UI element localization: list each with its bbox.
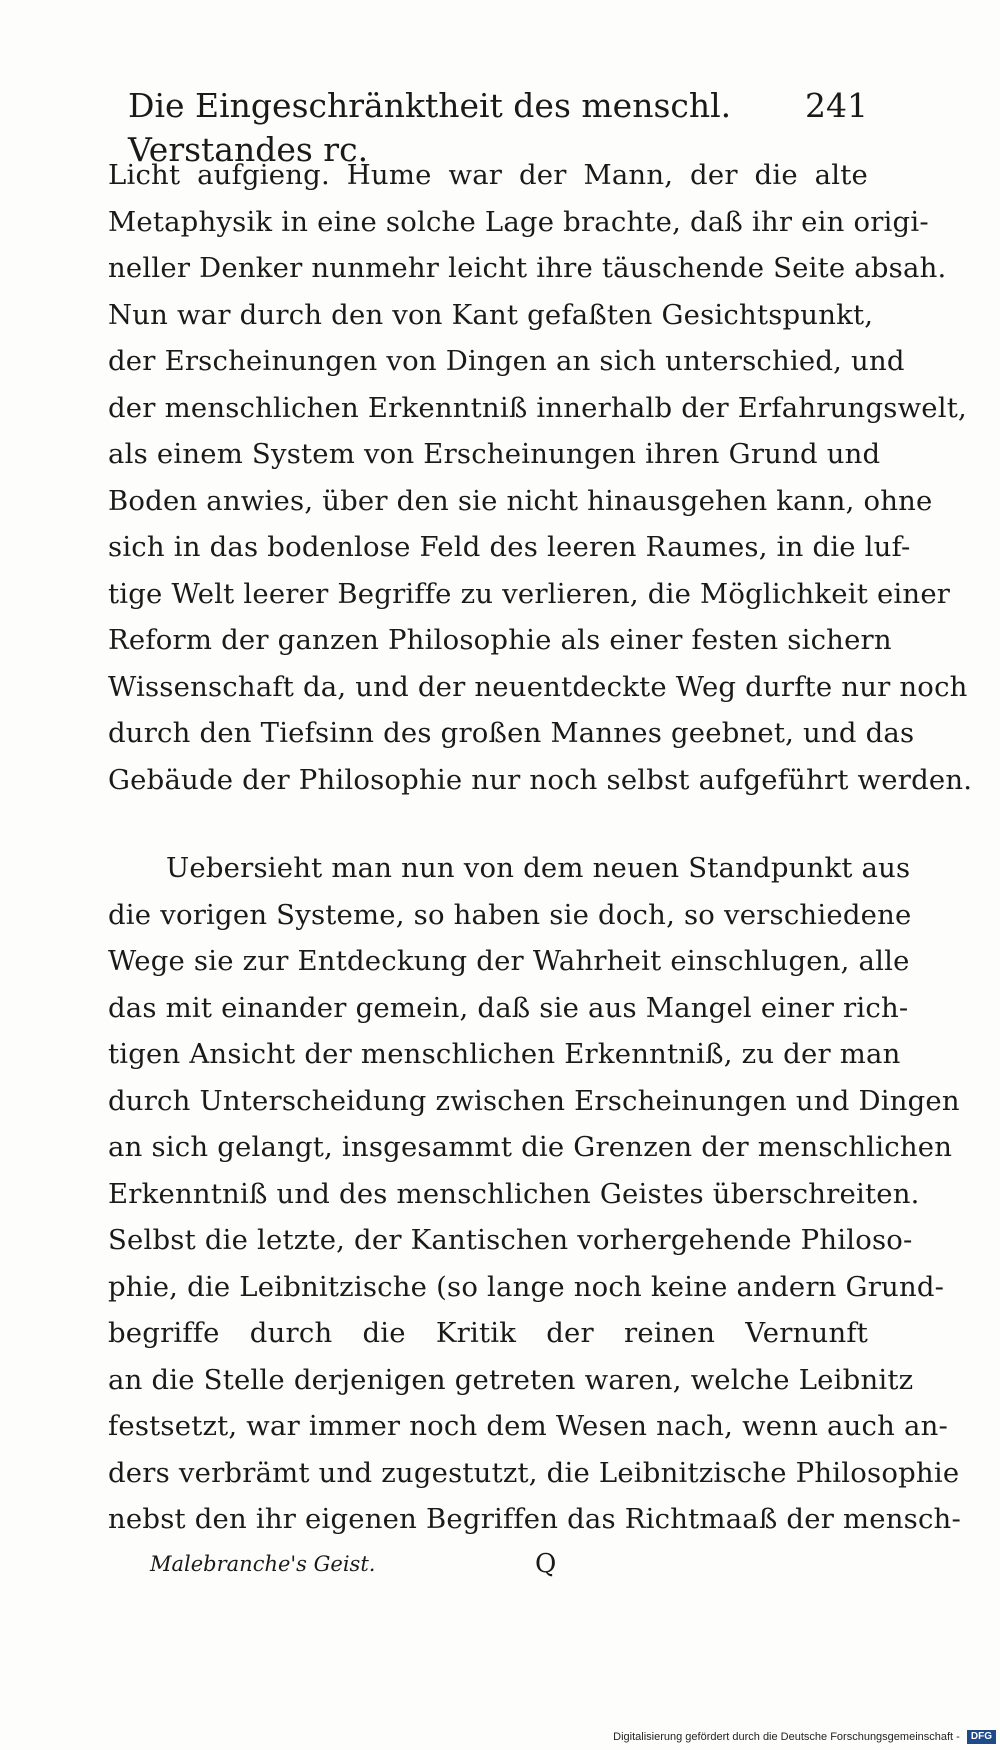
text-line: tige Welt leerer Begriffe zu verlieren, die Möglichkeit einer: [108, 577, 951, 610]
text-line: als einem System von Erscheinungen ihren Grund und: [108, 438, 881, 470]
paragraph-2: [108, 845, 961, 1543]
text-line: phie, die Leibnitzische (so lange noch keine andern Grund-: [108, 1270, 945, 1303]
text-line: nebst den ihr eigenen Begriffen das Richtmaaß der mensch-: [108, 1503, 961, 1535]
text-line: Erkenntniß und des menschlichen Geistes überschreiten.: [108, 1177, 920, 1210]
text-line: Licht aufgieng. Hume war der Mann, der die alte: [108, 159, 868, 191]
text-line: sich in das bodenlose Feld des leeren Raumes, in die luf-: [108, 531, 911, 563]
running-title: Die Eingeschränktheit des menschl. Verstandes rc.: [128, 86, 732, 169]
text-line: Wege sie zur Entdeckung der Wahrheit einschlugen, alle: [108, 945, 910, 977]
text-line: neller Denker nunmehr leicht ihre täuschende Seite absah.: [108, 252, 947, 284]
text-line: Selbst die letzte, der Kantischen vorhergehende Philoso-: [108, 1224, 913, 1256]
text-line: an die Stelle derjenigen getreten waren, welche Leibnitz: [108, 1363, 914, 1396]
text-line: der menschlichen Erkenntniß innerhalb der Erfahrungswelt,: [108, 391, 967, 424]
dfg-logo: DFG: [967, 1730, 996, 1744]
text-line: das mit einander gemein, daß sie aus Mangel einer rich-: [108, 991, 909, 1024]
text-line: an sich gelangt, insgesammt die Grenzen der menschlichen: [108, 1131, 953, 1163]
catchword: Malebranche's Geist.: [150, 1552, 376, 1576]
text-line: Uebersieht man nun von dem neuen Standpunkt aus: [166, 852, 911, 884]
text-line: Nun war durch den von Kant gefaßten Gesichtspunkt,: [108, 298, 874, 331]
text-line: der Erscheinungen von Dingen an sich unterschied, und: [108, 345, 905, 377]
text-line: Boden anwies, über den sie nicht hinausgehen kann, ohne: [108, 484, 933, 517]
paragraph-1: [108, 152, 973, 803]
text-line: tigen Ansicht der menschlichen Erkenntniß, zu der man: [108, 1038, 901, 1070]
text-line: Gebäude der Philosophie nur noch selbst aufgeführt werden.: [108, 763, 973, 796]
text-line: festsetzt, war immer noch dem Wesen nach, wenn auch an-: [108, 1410, 949, 1442]
text-line: Reform der ganzen Philosophie als einer festen sichern: [108, 624, 892, 656]
signature-mark: Q: [535, 1549, 557, 1579]
funding-note: Digitalisierung gefördert durch die Deutsche Forschungsgemeinschaft -: [613, 1731, 960, 1743]
text-line: Wissenschaft da, und der neuentdeckte Weg durfte nur noch: [108, 670, 968, 703]
running-header: [128, 84, 868, 169]
page-footer: [150, 1545, 610, 1583]
text-line: die vorigen Systeme, so haben sie doch, so verschiedene: [108, 898, 912, 931]
text-line: Metaphysik in eine solche Lage brachte, daß ihr ein origi-: [108, 205, 929, 238]
text-line: durch den Tiefsinn des großen Mannes geebnet, und das: [108, 717, 915, 749]
digitization-stamp: [613, 1728, 996, 1746]
text-line: ders verbrämt und zugestutzt, die Leibnitzische Philosophie: [108, 1456, 960, 1489]
text-line: durch Unterscheidung zwischen Erscheinungen und Dingen: [108, 1084, 960, 1117]
text-line: begriffe durch die Kritik der reinen Vernunft: [108, 1317, 868, 1349]
page-number: 241: [805, 86, 868, 125]
